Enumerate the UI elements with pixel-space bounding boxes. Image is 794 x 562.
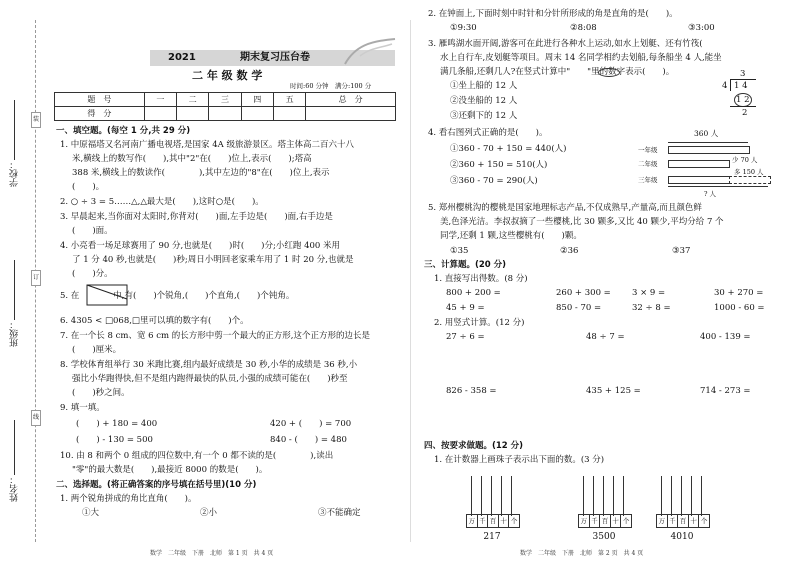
ribbon-decoration (340, 36, 400, 66)
place-label: 十 (499, 515, 510, 527)
oral-calc-item[interactable]: 30 + 270 = (714, 288, 764, 298)
score-input-cell[interactable] (273, 107, 305, 121)
q9-item: 840 - ( ) = 480 (270, 435, 347, 445)
abacus-2[interactable] (578, 468, 630, 542)
score-table (54, 92, 396, 121)
binding-mark-2: 订 (31, 270, 41, 286)
vertical-calc-item[interactable]: 400 - 139 = (700, 332, 751, 342)
oral-calc-item[interactable]: 260 + 300 = (556, 288, 611, 298)
grade-1-bar (668, 146, 750, 154)
q1-line-2: 米,横线上的数写作( ),其中"2"在( )位上,表示( );塔高 (72, 154, 312, 164)
division-quotient: 3 (740, 69, 746, 79)
question-brace (668, 186, 768, 187)
choice-3-line-1: 3. 雁鸣湖水面开阔,游客可在此进行各种水上运动,如水上划艇、还有竹筏( (428, 39, 703, 49)
time-info: 时间:60 分钟 满分:100 分 (290, 82, 372, 90)
abacus-rod (471, 476, 472, 516)
score-cell: 得 分 (55, 107, 145, 121)
abacus-number: 4010 (670, 532, 694, 542)
choice-1-option[interactable]: ③不能确定 (318, 508, 361, 518)
abacus-number: 3500 (592, 532, 616, 542)
q5: 5. 在 中,有( )个锐角,( )个直角,( )个钝角。 (60, 291, 295, 301)
choice-3-line-2: 水上自行车,皮划艇等项目。周末 14 名同学相约去划船,每条船坐 4 人,能坐 (440, 53, 722, 63)
binding-mark-1: 装 (31, 112, 41, 128)
q9-item: ( ) - 130 = 500 (76, 435, 153, 445)
choice-4-option[interactable]: ②360 + 150 = 510(人) (450, 160, 548, 170)
name-line (14, 420, 15, 475)
choice-2-option[interactable]: ①9:30 (450, 23, 477, 33)
q2: 2. ○ ÷ 3 = 5……△,△最大是( ),这时○是( )。 (60, 197, 264, 207)
choice-4: 4. 看右图列式正确的是( )。 (428, 128, 548, 138)
q1-line-3: 388 米,横线上的数读作( ),其中左边的"8"在( )位上,表示 (72, 168, 330, 178)
vertical-calc-item[interactable]: 27 ÷ 6 = (446, 332, 485, 342)
abacus-base (466, 514, 520, 528)
diagram-total-label: 360 人 (694, 129, 719, 138)
place-label: 十 (611, 515, 622, 527)
diagram-row-label: 一年级 (638, 146, 658, 154)
score-table-header-row (55, 93, 396, 107)
class-label: 班级： (10, 320, 20, 347)
oral-calc-item[interactable]: 45 + 9 = (446, 303, 485, 313)
q4-line-2: 了 1 分 40 秒,也就是( )秒;周日小明回老家乘车用了 1 时 20 分,也就是 (72, 255, 354, 265)
choice-3-option[interactable]: ①坐上船的 12 人 (450, 81, 518, 91)
question-label: ? 人 (704, 190, 717, 198)
oral-calc-item[interactable]: 800 + 200 = (446, 288, 501, 298)
abacus-rod (481, 476, 482, 516)
score-input-cell[interactable] (306, 107, 396, 121)
exam-title: 期末复习压台卷 (240, 52, 310, 63)
section-2-title: 二、选择题。(将正确答案的序号填在括号里)(10 分) (56, 480, 257, 490)
footer-left: 数学 二年级 下册 北师 第 1 页 共 4 页 (150, 550, 274, 557)
score-cell: 二 (177, 93, 209, 107)
place-label: 个 (622, 517, 630, 525)
diagram-row-label: 三年级 (638, 176, 658, 184)
q1-line-4: ( )。 (72, 182, 105, 192)
place-label: 百 (678, 515, 689, 527)
grade-3-bar (668, 176, 730, 184)
choice-2-option[interactable]: ③3:00 (688, 23, 715, 33)
abacus-rod (603, 476, 604, 516)
abacus-base (578, 514, 632, 528)
section-3-title: 三、计算题。(20 分) (424, 260, 507, 270)
abacus-rod (593, 476, 594, 516)
abacus-1[interactable] (466, 468, 518, 542)
vertical-calc-item[interactable]: 435 + 125 = (586, 386, 641, 396)
choice-1-option[interactable]: ①大 (82, 508, 100, 518)
score-cell: 题 号 (55, 93, 145, 107)
score-cell: 四 (241, 93, 273, 107)
more-label: 多 150 人 (734, 168, 764, 176)
digit-oval-marker (598, 68, 620, 77)
segment-diagram (638, 129, 788, 207)
q7-line-2: ( )厘米。 (72, 345, 122, 355)
year: 2021 (168, 52, 196, 63)
vertical-calc-item[interactable]: 714 - 273 = (700, 386, 751, 396)
choice-1-option[interactable]: ②小 (200, 508, 218, 518)
place-label: 个 (700, 517, 708, 525)
choice-3-line-3: 满几条船,还剩几人?在竖式计算中" "里的数字表示( )。 (440, 67, 675, 77)
choice-2-option[interactable]: ②8:08 (570, 23, 597, 33)
q9: 9. 填一填。 (60, 403, 105, 413)
score-cell: 一 (144, 93, 176, 107)
score-cell: 三 (209, 93, 241, 107)
score-input-cell[interactable] (144, 107, 176, 121)
footer-right: 数学 二年级 下册 北师 第 2 页 共 4 页 (520, 550, 644, 557)
abacus-number: 217 (483, 532, 501, 542)
division-product: 1 2 (736, 95, 750, 105)
choice-3-option[interactable]: ②没坐船的 12 人 (450, 96, 518, 106)
place-label: 千 (478, 515, 489, 527)
place-label: 百 (600, 515, 611, 527)
school-line (14, 100, 15, 160)
abacus-rod (671, 476, 672, 516)
section-4-title: 四、按要求做题。(12 分) (424, 441, 524, 451)
division-divisor: 4 (722, 81, 728, 91)
q8-line-2: 强比小华跑得快,但不是组内跑得最快的队员,小强的成绩可能在( )秒至 (72, 374, 348, 384)
section-1-title: 一、填空题。(每空 1 分,共 29 分) (56, 126, 191, 136)
score-input-cell[interactable] (241, 107, 273, 121)
q1-line-1: 1. 中原福塔又名河南广播电视塔,是国家 4A 级旅游景区。塔主体高二百六十八 (60, 140, 354, 150)
abacus-rod (661, 476, 662, 516)
q4-line-1: 4. 小亮看一场足球赛用了 90 分,也就是( )时( )分;小红跑 400 米用 (60, 241, 340, 251)
choice-5-option[interactable]: ③37 (672, 246, 691, 256)
abacus-rod (511, 476, 512, 516)
subject-title: 二 年 级 数 学 (192, 69, 263, 82)
oral-calc-item[interactable]: 850 - 70 = (556, 303, 602, 313)
division-remainder: 2 (742, 108, 748, 118)
q8-line-3: ( )秒之间。 (72, 388, 130, 398)
abacus-rod (623, 476, 624, 516)
q9-item: ( ) + 180 = 400 (76, 419, 158, 429)
abacus-base (656, 514, 710, 528)
choice-4-option[interactable]: ③360 - 70 = 290(人) (450, 176, 538, 186)
abacus-rod (501, 476, 502, 516)
choice-3-option[interactable]: ③还剩下的 12 人 (450, 111, 518, 121)
calc-1-title: 1. 直接写出得数。(8 分) (434, 274, 528, 284)
choice-1: 1. 两个锐角拼成的角比直角( )。 (60, 494, 197, 504)
choice-4-option[interactable]: ①360 - 70 + 150 = 440(人) (450, 144, 567, 154)
q10-line-1: 10. 由 8 和两个 0 组成的四位数中,有一个 0 都不读的是( ),读出 (60, 451, 334, 461)
binding-strip (0, 0, 52, 562)
place-label: 十 (689, 515, 700, 527)
abacus-rod (491, 476, 492, 516)
choice-5-line-1: 5. 郑州樱桃沟的樱桃是国家地理标志产品,不仅成熟早,产量高,而且颜色鲜 (428, 203, 702, 213)
score-input-cell[interactable] (209, 107, 241, 121)
q8-line-1: 8. 学校体育组举行 30 米跑比赛,组内最好成绩是 30 秒,小华的成绩是 36 秒,小 (60, 360, 358, 370)
abacus-rod (583, 476, 584, 516)
place-label: 千 (668, 515, 679, 527)
long-division (720, 68, 760, 128)
choice-5-line-3: 同学,还剩 1 颗,这些樱桃有( )颗。 (440, 231, 582, 241)
abacus-rod (613, 476, 614, 516)
q3-line-1: 3. 早晨起来,当你面对太阳时,你背对( )面,左手边是( )面,右手边是 (60, 212, 333, 222)
choice-2: 2. 在钟面上,下面时刻中时针和分针所形成的角是直角的是( )。 (428, 9, 678, 19)
abacus-question: 1. 在计数器上画珠子表示出下面的数。(3 分) (434, 455, 605, 465)
score-cell: 总 分 (306, 93, 396, 107)
diagram-row-label: 二年级 (638, 160, 658, 168)
oral-calc-item[interactable]: 32 ÷ 8 = (632, 303, 671, 313)
score-input-cell[interactable] (177, 107, 209, 121)
school-label: 学校： (10, 160, 20, 187)
place-label: 万 (467, 515, 478, 527)
score-cell: 五 (273, 93, 305, 107)
vertical-calc-item[interactable]: 48 ÷ 7 = (586, 332, 625, 342)
q6: 6. 4305 < □068,□里可以填的数字有( )个。 (60, 316, 249, 326)
choice-5-line-2: 美,色泽光洁。李叔叔摘了一些樱桃,比 30 颗多,又比 40 颗少,平均分给 7 个 (440, 217, 724, 227)
q4-line-3: ( )分。 (72, 269, 113, 279)
vertical-calc-item[interactable]: 826 - 358 = (446, 386, 497, 396)
calc-2-title: 2. 用竖式计算。(12 分) (434, 318, 525, 328)
q7-line-1: 7. 在一个长 8 cm、宽 6 cm 的长方形中剪一个最大的正方形,这个正方形的边长是 (60, 331, 370, 341)
class-line (14, 260, 15, 320)
oral-calc-item[interactable]: 1000 - 60 = (714, 303, 765, 313)
q10-line-2: "零"的最大数是( ),最接近 8000 的数是( )。 (72, 465, 268, 475)
score-table-score-row (55, 107, 396, 121)
place-label: 百 (488, 515, 499, 527)
grade-2-bar (668, 160, 730, 168)
abacus-3[interactable] (656, 468, 708, 542)
q9-item: 420 + ( ) = 700 (270, 419, 352, 429)
choice-5-option[interactable]: ②36 (560, 246, 579, 256)
page-divider (410, 20, 411, 542)
fewer-label: 少 70 人 (732, 156, 758, 164)
binding-mark-3: 线 (31, 410, 41, 426)
q3-line-2: ( )面。 (72, 226, 113, 236)
abacus-rod (701, 476, 702, 516)
division-bracket (730, 79, 731, 91)
place-label: 个 (510, 517, 518, 525)
place-label: 千 (590, 515, 601, 527)
q5-figure (86, 284, 128, 309)
place-label: 万 (579, 515, 590, 527)
division-dividend: 1 4 (734, 81, 748, 91)
abacus-rod (691, 476, 692, 516)
abacus-rod (681, 476, 682, 516)
total-brace (668, 142, 748, 143)
oral-calc-item[interactable]: 3 × 9 = (632, 288, 666, 298)
name-label: 姓名： (10, 475, 20, 502)
place-label: 万 (657, 515, 668, 527)
choice-5-option[interactable]: ①35 (450, 246, 469, 256)
